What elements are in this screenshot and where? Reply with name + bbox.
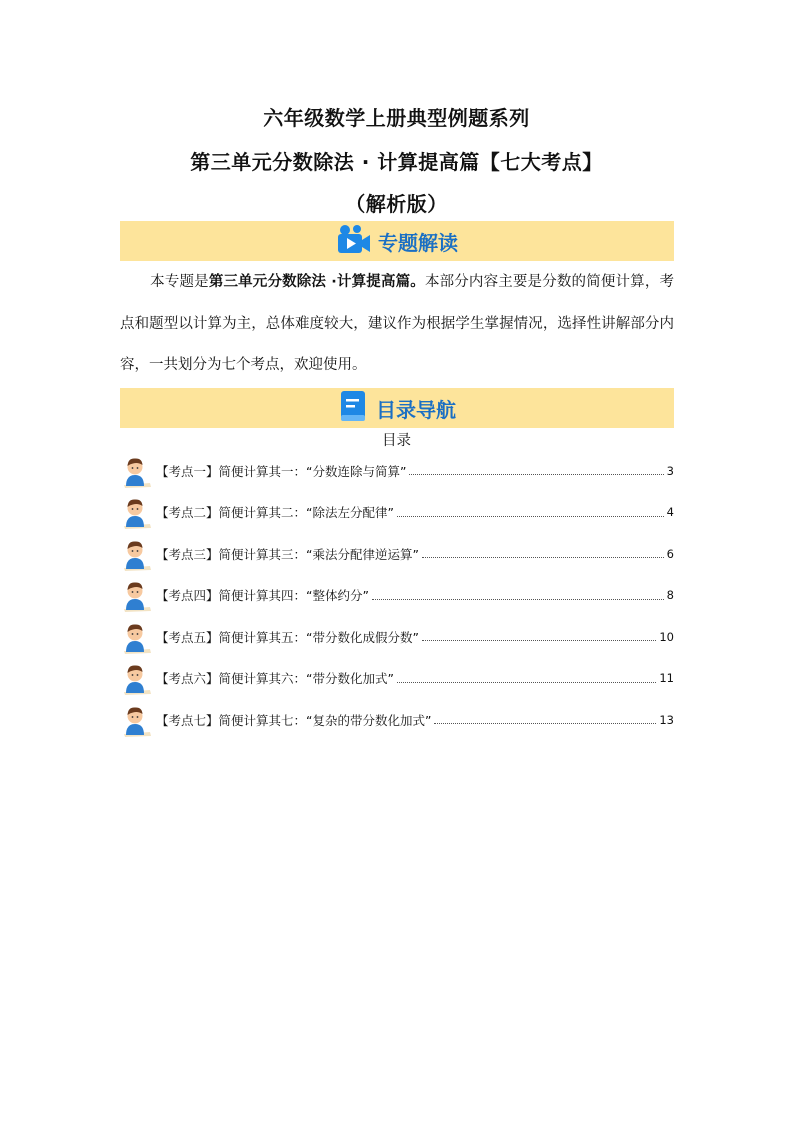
toc-item-label: 【考点五】简便计算其五：“带分数化成假分数” <box>156 629 419 645</box>
toc-leader-dots <box>397 516 664 517</box>
toc-item-2[interactable] <box>120 492 674 534</box>
student-avatar-icon <box>120 536 154 572</box>
intro-banner <box>120 221 674 261</box>
toc-item-3[interactable] <box>120 533 674 575</box>
toc-banner <box>120 388 674 428</box>
student-avatar-icon <box>120 660 154 696</box>
toc-item-label: 【考点三】简便计算其三：“乘法分配律逆运算” <box>156 546 419 562</box>
toc-title: 目录 <box>382 433 411 449</box>
toc-item-page: 6 <box>666 546 674 561</box>
toc-leader-dots <box>422 640 656 641</box>
toc-item-5[interactable] <box>120 616 674 658</box>
intro-text-bold: 第三单元分数除法 ·计算提高篇。 <box>208 274 425 290</box>
toc-item-7[interactable] <box>120 699 674 741</box>
notebook-icon <box>338 389 370 427</box>
document-edition: （解析版） <box>345 192 448 216</box>
toc-heading: 目录导航 <box>376 397 456 422</box>
toc-item-label: 【考点四】简便计算其四：“整体约分” <box>156 588 369 604</box>
student-avatar-icon <box>120 577 154 613</box>
intro-text-pre: 本专题是 <box>150 274 209 290</box>
document-subtitle: 第三单元分数除法 · 计算提高篇【七大考点】 <box>190 150 603 174</box>
student-avatar-icon <box>120 619 154 655</box>
intro-heading: 专题解读 <box>378 230 458 255</box>
toc-leader-dots <box>434 723 656 724</box>
student-avatar-icon <box>120 494 154 530</box>
video-camera-icon <box>336 223 372 259</box>
toc-item-page: 10 <box>659 629 674 644</box>
toc-item-page: 4 <box>666 505 674 520</box>
toc-leader-dots <box>422 557 664 558</box>
toc-item-label: 【考点二】简便计算其二：“除法左分配律” <box>156 505 394 521</box>
document-title: 六年级数学上册典型例题系列 <box>263 106 530 130</box>
toc-item-6[interactable] <box>120 658 674 700</box>
toc-leader-dots <box>372 599 664 600</box>
toc-item-page: 8 <box>666 588 674 603</box>
toc-leader-dots <box>409 474 663 475</box>
toc-item-label: 【考点七】简便计算其七：“复杂的带分数化加式” <box>156 712 432 728</box>
toc-item-1[interactable] <box>120 450 674 492</box>
student-avatar-icon <box>120 702 154 738</box>
toc-item-page: 3 <box>666 463 674 478</box>
intro-paragraph <box>120 262 674 387</box>
intro-text-post: 本部分内容主要是分数的简便计算，考点和题型以计算为主，总体难度较大，建议作为根据学生掌握情况，选择性讲解部分内容，一共划分为七个考点，欢迎使用。 <box>120 274 675 373</box>
toc-item-label: 【考点一】简便计算其一：“分数连除与简算” <box>156 463 407 479</box>
toc-item-label: 【考点六】简便计算其六：“带分数化加式” <box>156 671 394 687</box>
toc-item-4[interactable] <box>120 575 674 617</box>
toc-leader-dots <box>397 682 656 683</box>
toc-list <box>120 450 674 741</box>
toc-item-page: 11 <box>659 671 674 686</box>
toc-item-page: 13 <box>659 712 674 727</box>
student-avatar-icon <box>120 453 154 489</box>
